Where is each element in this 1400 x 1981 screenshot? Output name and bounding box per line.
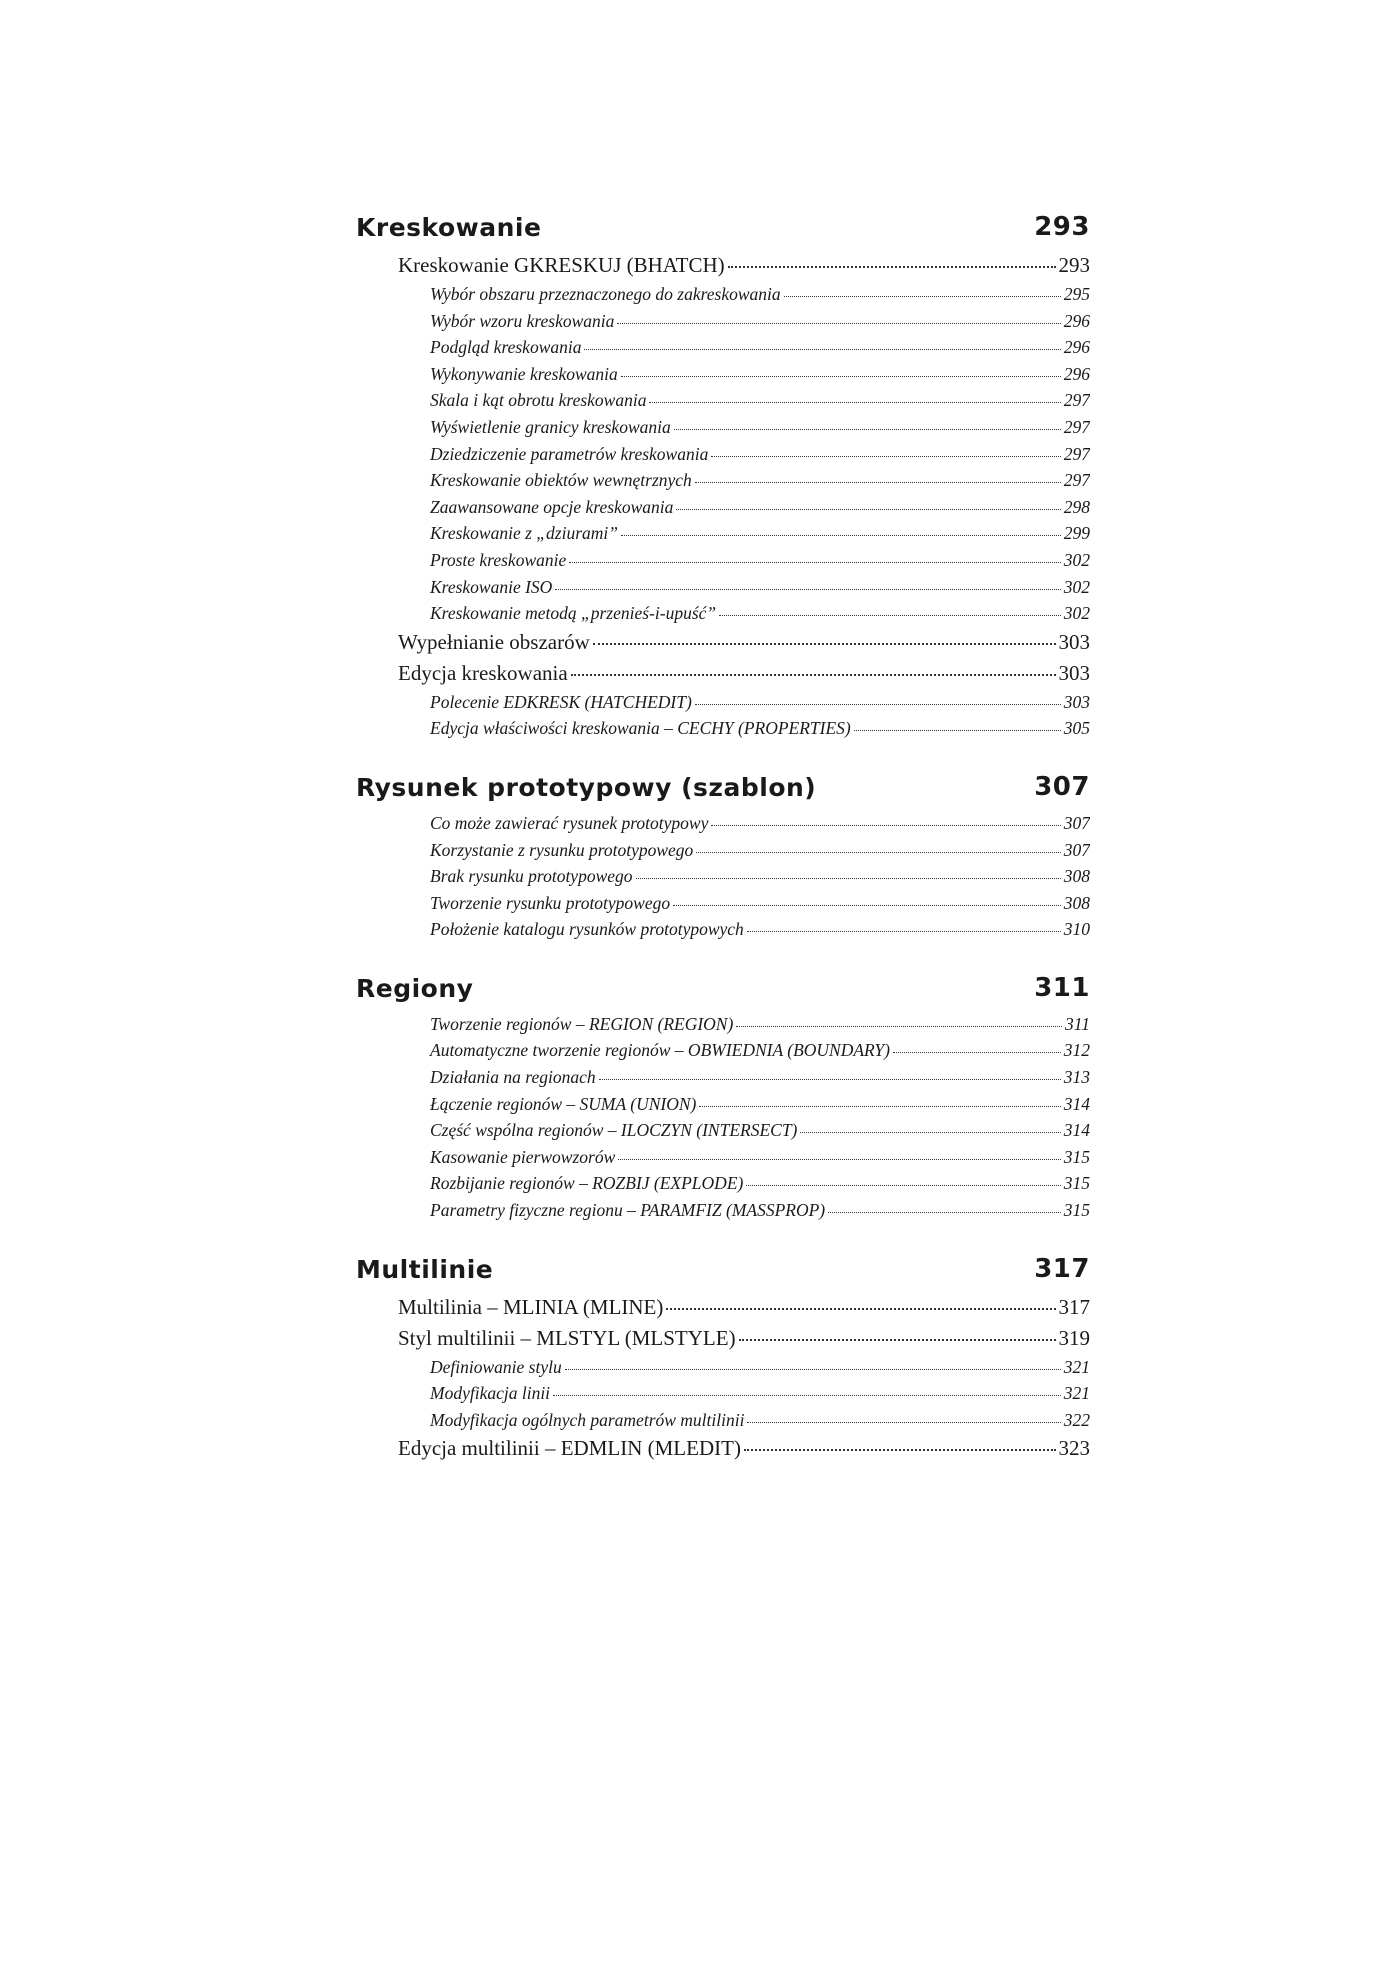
entry-title: Tworzenie rysunku prototypowego	[430, 892, 671, 913]
toc-subentry	[356, 494, 1090, 521]
entry-page-number: 293	[1058, 253, 1090, 277]
chapter-title: Rysunek prototypowy (szablon)	[356, 772, 817, 802]
entry-page-number: 307	[1063, 839, 1090, 860]
toc-subentry	[356, 441, 1090, 468]
dot-leader	[593, 643, 1056, 645]
toc-subentry	[356, 916, 1090, 943]
toc-entry	[356, 1433, 1090, 1464]
dot-leader	[699, 1106, 1060, 1107]
dot-leader	[747, 1422, 1060, 1423]
entry-page-number: 303	[1063, 691, 1090, 712]
entry-title: Parametry fizyczne regionu – PARAMFIZ (MASSPROP)	[430, 1200, 826, 1221]
chapter-heading	[356, 212, 1090, 242]
entry-title: Rozbijanie regionów – ROZBIJ (EXPLODE)	[430, 1173, 744, 1194]
chapter-title: Kreskowanie	[356, 213, 542, 242]
toc-subentry	[356, 1407, 1090, 1434]
dot-leader	[893, 1052, 1061, 1053]
toc-chapter	[356, 973, 1090, 1224]
toc-subentry	[356, 361, 1090, 388]
entry-title: Definiowanie stylu	[430, 1356, 562, 1377]
toc-chapter	[356, 1254, 1090, 1465]
dot-leader	[747, 931, 1061, 932]
dot-leader	[569, 562, 1061, 563]
toc-subentry	[356, 547, 1090, 574]
toc-subentry	[356, 334, 1090, 361]
entry-page-number: 321	[1063, 1383, 1090, 1404]
toc-subentry	[356, 1170, 1090, 1197]
entry-page-number: 308	[1063, 866, 1090, 887]
dot-leader	[584, 349, 1060, 350]
entry-title: Łączenie regionów – SUMA (UNION)	[430, 1093, 697, 1114]
toc-subentry	[356, 1037, 1090, 1064]
dot-leader	[695, 482, 1061, 483]
toc-subentry	[356, 467, 1090, 494]
entry-page-number: 314	[1063, 1120, 1090, 1141]
toc-entry	[356, 627, 1090, 658]
toc-entry	[356, 250, 1090, 281]
dot-leader	[854, 730, 1061, 731]
entry-title: Modyfikacja linii	[430, 1383, 551, 1404]
chapter-title: Regiony	[356, 973, 474, 1003]
chapter-heading	[356, 1254, 1090, 1284]
dot-leader	[676, 509, 1060, 510]
toc-subentry	[356, 1064, 1090, 1091]
entry-page-number: 302	[1063, 603, 1090, 624]
entry-title: Kreskowanie metodą „przenieś-i-upuść”	[430, 603, 717, 624]
entry-page-number: 303	[1058, 660, 1090, 685]
dot-leader	[636, 878, 1061, 879]
entry-page-number: 323	[1058, 1436, 1090, 1461]
entry-page-number: 296	[1063, 337, 1090, 358]
chapter-page-number: 311	[1034, 972, 1090, 1003]
dot-leader	[673, 905, 1061, 906]
toc-subentry	[356, 1197, 1090, 1224]
entry-page-number: 296	[1063, 310, 1090, 331]
toc-subentry	[356, 1117, 1090, 1144]
entry-title: Wybór wzoru kreskowania	[430, 310, 615, 331]
entry-title: Część wspólna regionów – ILOCZYN (INTERSECT)	[430, 1120, 798, 1141]
toc-subentry	[356, 715, 1090, 742]
dot-leader	[666, 1308, 1055, 1310]
entry-page-number: 297	[1063, 443, 1090, 464]
entry-page-number: 297	[1063, 470, 1090, 491]
entry-title: Edycja kreskowania	[398, 660, 568, 685]
toc-subentry	[356, 890, 1090, 917]
chapter-page-number: 317	[1034, 1253, 1090, 1284]
dot-leader	[719, 615, 1061, 616]
entry-page-number: 297	[1063, 416, 1090, 437]
entry-title: Wykonywanie kreskowania	[430, 363, 618, 384]
entry-page-number: 321	[1063, 1356, 1090, 1377]
entry-page-number: 298	[1063, 496, 1090, 517]
entry-page-number: 302	[1063, 549, 1090, 570]
toc-subentry	[356, 810, 1090, 837]
entry-page-number: 295	[1063, 284, 1090, 304]
entry-page-number: 313	[1063, 1067, 1090, 1088]
toc-subentry	[356, 387, 1090, 414]
toc-subentry	[356, 1380, 1090, 1407]
entry-title: Modyfikacja ogólnych parametrów multilinii	[430, 1409, 745, 1430]
entry-title: Położenie katalogu rysunków prototypowych	[430, 919, 744, 940]
dot-leader	[728, 266, 1056, 268]
entry-page-number: 299	[1063, 523, 1090, 544]
entry-title: Polecenie EDKRESK (HATCHEDIT)	[430, 691, 692, 712]
chapter-page-number: 307	[1034, 771, 1090, 802]
chapter-heading	[356, 772, 1090, 802]
entry-page-number: 296	[1063, 363, 1090, 384]
entry-page-number: 315	[1063, 1146, 1090, 1167]
entry-page-number: 307	[1063, 812, 1090, 833]
entry-title: Styl multilinii – MLSTYL (MLSTYLE)	[398, 1325, 736, 1350]
dot-leader	[736, 1026, 1062, 1027]
toc-subentry	[356, 1011, 1090, 1038]
entry-title: Kreskowanie obiektów wewnętrznych	[430, 470, 692, 491]
dot-leader	[828, 1212, 1061, 1213]
entry-title: Kreskowanie ISO	[430, 576, 553, 597]
entry-title: Wypełnianie obszarów	[398, 629, 590, 654]
chapter-title: Multilinie	[356, 1254, 494, 1284]
entry-page-number: 314	[1063, 1093, 1090, 1114]
toc-chapter	[356, 772, 1090, 943]
entry-title: Korzystanie z rysunku prototypowego	[430, 839, 694, 860]
entry-title: Edycja właściwości kreskowania – CECHY (PROPERTIES)	[430, 718, 851, 739]
dot-leader	[555, 589, 1060, 590]
toc-subentry	[356, 837, 1090, 864]
entry-title: Kreskowanie GKRESKUJ (BHATCH)	[398, 253, 725, 277]
entry-title: Skala i kąt obrotu kreskowania	[430, 390, 647, 411]
entry-title: Proste kreskowanie	[430, 549, 567, 570]
toc-subentry	[356, 414, 1090, 441]
entry-title: Brak rysunku prototypowego	[430, 866, 633, 887]
dot-leader	[695, 704, 1061, 705]
toc-subentry	[356, 1144, 1090, 1171]
toc-subentry	[356, 689, 1090, 716]
entry-title: Tworzenie regionów – REGION (REGION)	[430, 1013, 734, 1034]
entry-page-number: 297	[1063, 390, 1090, 411]
entry-page-number: 303	[1058, 629, 1090, 654]
dot-leader	[553, 1395, 1061, 1396]
entry-page-number: 315	[1063, 1173, 1090, 1194]
entry-title: Wybór obszaru przeznaczonego do zakreskowania	[430, 284, 781, 304]
dot-leader	[739, 1339, 1056, 1341]
toc-subentry	[356, 308, 1090, 335]
toc-subentry	[356, 281, 1090, 308]
dot-leader	[711, 825, 1060, 826]
entry-title: Zaawansowane opcje kreskowania	[430, 496, 674, 517]
toc-entry	[356, 658, 1090, 689]
entry-page-number: 319	[1058, 1325, 1090, 1350]
toc-subentry	[356, 520, 1090, 547]
dot-leader	[649, 402, 1060, 403]
entry-title: Działania na regionach	[430, 1067, 596, 1088]
entry-page-number: 311	[1065, 1013, 1090, 1034]
entry-title: Dziedziczenie parametrów kreskowania	[430, 443, 709, 464]
dot-leader	[621, 535, 1061, 536]
toc-subentry	[356, 574, 1090, 601]
toc-entry	[356, 1292, 1090, 1323]
toc-subentry	[356, 1354, 1090, 1381]
entry-title: Wyświetlenie granicy kreskowania	[430, 416, 671, 437]
dot-leader	[746, 1185, 1060, 1186]
toc-entry	[356, 1323, 1090, 1354]
toc-subentry	[356, 1091, 1090, 1118]
entry-title: Automatyczne tworzenie regionów – OBWIEDNIA (BOUNDARY)	[430, 1040, 890, 1061]
dot-leader	[618, 1159, 1061, 1160]
entry-page-number: 317	[1058, 1294, 1090, 1319]
dot-leader	[565, 1369, 1061, 1370]
entry-page-number: 312	[1063, 1040, 1090, 1061]
entry-title: Kreskowanie z „dziurami”	[430, 523, 618, 544]
entry-page-number: 308	[1063, 892, 1090, 913]
dot-leader	[696, 852, 1060, 853]
toc-chapter	[356, 212, 1090, 742]
dot-leader	[571, 674, 1056, 676]
dot-leader	[800, 1132, 1060, 1133]
entry-page-number: 302	[1063, 576, 1090, 597]
entry-title: Kasowanie pierwowzorów	[430, 1146, 616, 1167]
dot-leader	[621, 376, 1061, 377]
entry-title: Podgląd kreskowania	[430, 337, 582, 358]
toc-subentry	[356, 600, 1090, 627]
entry-page-number: 310	[1063, 919, 1090, 940]
toc-subentry	[356, 863, 1090, 890]
entry-page-number: 305	[1063, 718, 1090, 739]
chapter-page-number: 293	[1034, 212, 1090, 242]
entry-page-number: 315	[1063, 1200, 1090, 1221]
dot-leader	[744, 1449, 1056, 1451]
dot-leader	[784, 296, 1061, 297]
chapter-heading	[356, 973, 1090, 1003]
entry-page-number: 322	[1063, 1409, 1090, 1430]
dot-leader	[599, 1079, 1061, 1080]
table-of-contents	[356, 212, 1090, 1494]
entry-title: Multilinia – MLINIA (MLINE)	[398, 1294, 664, 1319]
dot-leader	[617, 323, 1060, 324]
dot-leader	[711, 456, 1060, 457]
entry-title: Co może zawierać rysunek prototypowy	[430, 812, 709, 833]
entry-title: Edycja multilinii – EDMLIN (MLEDIT)	[398, 1436, 741, 1461]
dot-leader	[674, 429, 1061, 430]
